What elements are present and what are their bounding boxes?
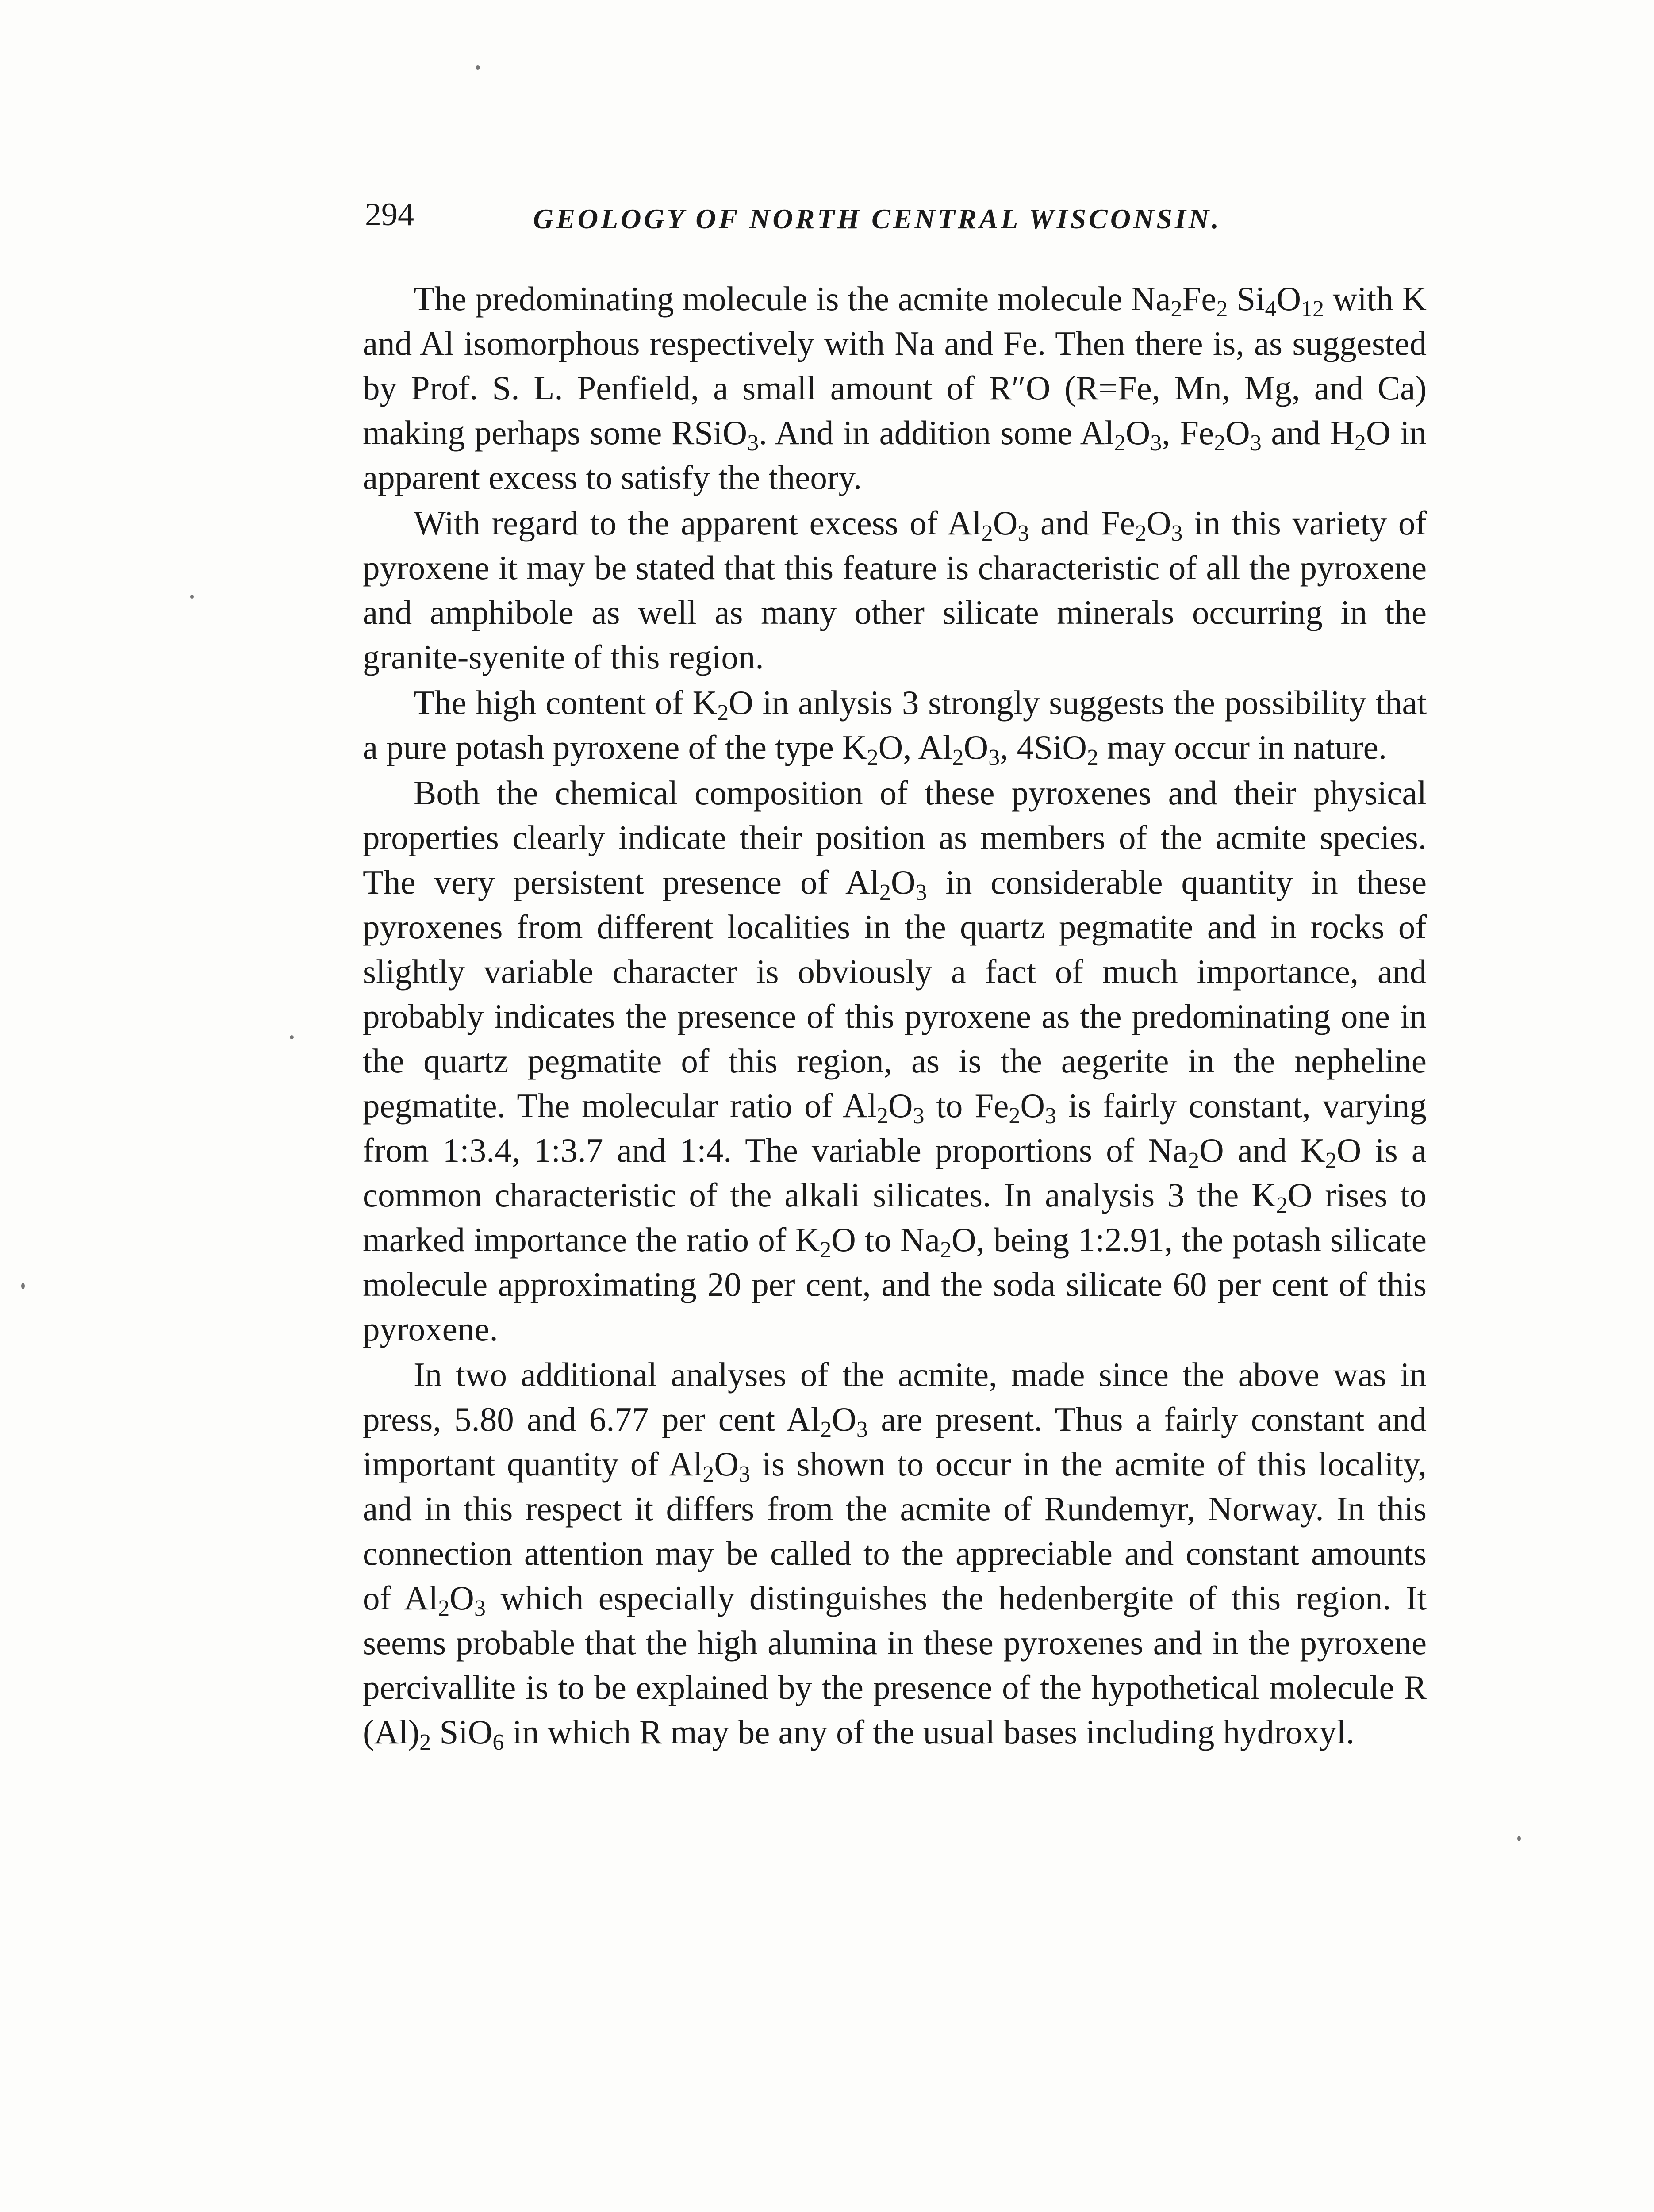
text-run: in which R may be any of the usual bases including hydroxyl. xyxy=(504,1713,1355,1751)
text-run: are present. Thus a fairly constant and important quantity of Al xyxy=(363,1400,1427,1483)
text-run: to Fe xyxy=(924,1087,1009,1125)
text-run: O xyxy=(1020,1087,1045,1125)
text-run: O xyxy=(1125,414,1151,452)
formula-subscript: 2 xyxy=(879,880,891,905)
text-run: O xyxy=(963,728,989,766)
text-run: O xyxy=(1276,280,1301,318)
formula-subscript: 3 xyxy=(1044,1103,1056,1129)
formula-subscript: 2 xyxy=(1170,296,1182,322)
formula-subscript: 3 xyxy=(913,1103,925,1129)
scan-speck xyxy=(21,1283,25,1289)
formula-subscript: 6 xyxy=(492,1730,504,1755)
formula-subscript: 2 xyxy=(1114,430,1126,456)
text-run: Fe xyxy=(1182,280,1217,318)
text-run: O, being 1:2.91, the potash silicate molecule approximating 20 per cent, and the soda silicate 60 per cent of this pyroxene. xyxy=(363,1221,1427,1348)
text-run: O in anlysis 3 strongly suggests the possibility that a pure potash pyroxene of the type K xyxy=(363,684,1427,766)
text-run: may occur in nature. xyxy=(1098,728,1387,766)
formula-subscript: 3 xyxy=(1150,430,1162,456)
formula-subscript: 2 xyxy=(867,745,879,770)
text-run: With regard to the apparent excess of Al xyxy=(414,504,982,542)
body-text xyxy=(363,276,1427,1755)
formula-subscript: 4 xyxy=(1265,296,1277,322)
text-run: O in apparent excess to satisfy the theory. xyxy=(363,414,1427,496)
text-run: in considerable quantity in these pyroxenes from different localities in the quartz pegmatite and in rocks of slightly variable character is obviously a fact of much importance, and probably indicates the presence of this pyroxene as the predominating one in the quartz pegmatite of this region, as is the aegerite in the nepheline pegmatite. The molecular ratio of Al xyxy=(363,863,1427,1125)
text-run: Si xyxy=(1228,280,1265,318)
text-run: O xyxy=(1225,414,1250,452)
formula-subscript: 2 xyxy=(820,1237,832,1263)
formula-subscript: 2 xyxy=(1276,1193,1288,1218)
text-run: O is a common characteristic of the alkali silicates. In analysis 3 the K xyxy=(363,1131,1427,1214)
formula-subscript: 2 xyxy=(1354,430,1366,456)
paragraph-additional-analyses xyxy=(363,1352,1427,1755)
text-run: In two additional analyses of the acmite, made since the above was in press, 5.80 and 6.77 per cent Al xyxy=(363,1356,1427,1438)
formula-subscript: 2 xyxy=(981,521,993,546)
formula-subscript: 2 xyxy=(1188,1148,1200,1173)
formula-subscript: 2 xyxy=(1216,296,1228,322)
scan-speck xyxy=(1517,1836,1521,1841)
text-run: O xyxy=(449,1579,474,1617)
formula-subscript: 2 xyxy=(702,1462,714,1487)
text-run: SiO xyxy=(431,1713,493,1751)
formula-subscript: 2 xyxy=(1325,1148,1337,1173)
paragraph-composition-properties xyxy=(363,771,1427,1352)
paragraph-potash-content xyxy=(363,680,1427,770)
formula-subscript: 2 xyxy=(940,1237,952,1263)
text-run: which especially distinguishes the hedenbergite of this region. It seems probable that the high alumina in these pyroxenes and in the pyroxene percivallite is to be explained by the presence of the hypothetical molecule R (Al) xyxy=(363,1579,1427,1751)
text-run: , Fe xyxy=(1162,414,1214,452)
text-run: in this variety of pyroxene it may be stated that this feature is characteristic of all the pyroxene and amphibole as well as many other silicate minerals occurring in the granite-syenite of this region. xyxy=(363,504,1427,676)
formula-subscript: 3 xyxy=(1017,521,1029,546)
text-run: O xyxy=(888,1087,913,1125)
text-run: The predominating molecule is the acmite molecule Na xyxy=(414,280,1171,318)
text-run: is shown to occur in the acmite of this locality, and in this respect it differs from the acmite of Rundemyr, Norway. In this connection attention may be called to the appreciable and constant amounts of Al xyxy=(363,1445,1427,1617)
text-run: and H xyxy=(1261,414,1355,452)
text-run: O xyxy=(890,863,916,901)
text-run: . And in addition some Al xyxy=(759,414,1114,452)
formula-subscript: 3 xyxy=(915,880,927,905)
running-title: GEOLOGY OF NORTH CENTRAL WISCONSIN. xyxy=(533,203,1221,234)
text-run: O and K xyxy=(1199,1131,1325,1169)
formula-subscript: 3 xyxy=(856,1417,868,1442)
formula-subscript: 3 xyxy=(747,430,759,456)
formula-subscript: 2 xyxy=(876,1103,888,1129)
paragraph-excess-alumina xyxy=(363,501,1427,680)
formula-subscript: 2 xyxy=(1086,745,1098,770)
text-run: O xyxy=(832,1400,856,1438)
text-run: , 4SiO xyxy=(1000,728,1087,766)
formula-subscript: 2 xyxy=(419,1730,431,1755)
text-run: and Fe xyxy=(1029,504,1135,542)
text-run: O xyxy=(993,504,1018,542)
formula-subscript: 3 xyxy=(1171,521,1183,546)
text-run: O rises to marked importance the ratio of K xyxy=(363,1176,1427,1259)
text-run: O, Al xyxy=(878,728,952,766)
formula-subscript: 2 xyxy=(820,1417,832,1442)
formula-subscript: 2 xyxy=(1135,521,1147,546)
formula-subscript: 3 xyxy=(988,745,1000,770)
formula-subscript: 2 xyxy=(717,700,729,726)
formula-subscript: 12 xyxy=(1301,296,1324,322)
text-run: Both the chemical composition of these pyroxenes and their physical properties clearly indicate their position as members of the acmite species. The very persistent presence of Al xyxy=(363,774,1427,901)
scan-speck xyxy=(190,595,194,599)
page-number: 294 xyxy=(365,196,414,233)
formula-subscript: 2 xyxy=(1214,430,1226,456)
formula-subscript: 2 xyxy=(952,745,964,770)
formula-subscript: 3 xyxy=(739,1462,751,1487)
text-run: O to Na xyxy=(831,1221,940,1259)
scan-speck xyxy=(476,65,480,70)
formula-subscript: 3 xyxy=(1250,430,1262,456)
page-header xyxy=(365,195,1427,243)
formula-subscript: 2 xyxy=(438,1596,450,1621)
text-run: O xyxy=(714,1445,739,1483)
formula-subscript: 2 xyxy=(1009,1103,1021,1129)
scan-speck xyxy=(290,1035,294,1039)
formula-subscript: 3 xyxy=(474,1596,486,1621)
text-run: The high content of K xyxy=(414,684,718,722)
text-run: O xyxy=(1146,504,1171,542)
text-run: with K and Al isomorphous respectively with Na and Fe. Then there is, as suggested by Prof. S. L. Penfield, a small amount of R″O (R=Fe, Mn, Mg, and Ca) making perhaps some RSiO xyxy=(363,280,1427,452)
paragraph-acmite-molecule xyxy=(363,276,1427,500)
text-run: is fairly constant, varying from 1:3.4, 1:3.7 and 1:4. The variable proportions of Na xyxy=(363,1087,1427,1169)
